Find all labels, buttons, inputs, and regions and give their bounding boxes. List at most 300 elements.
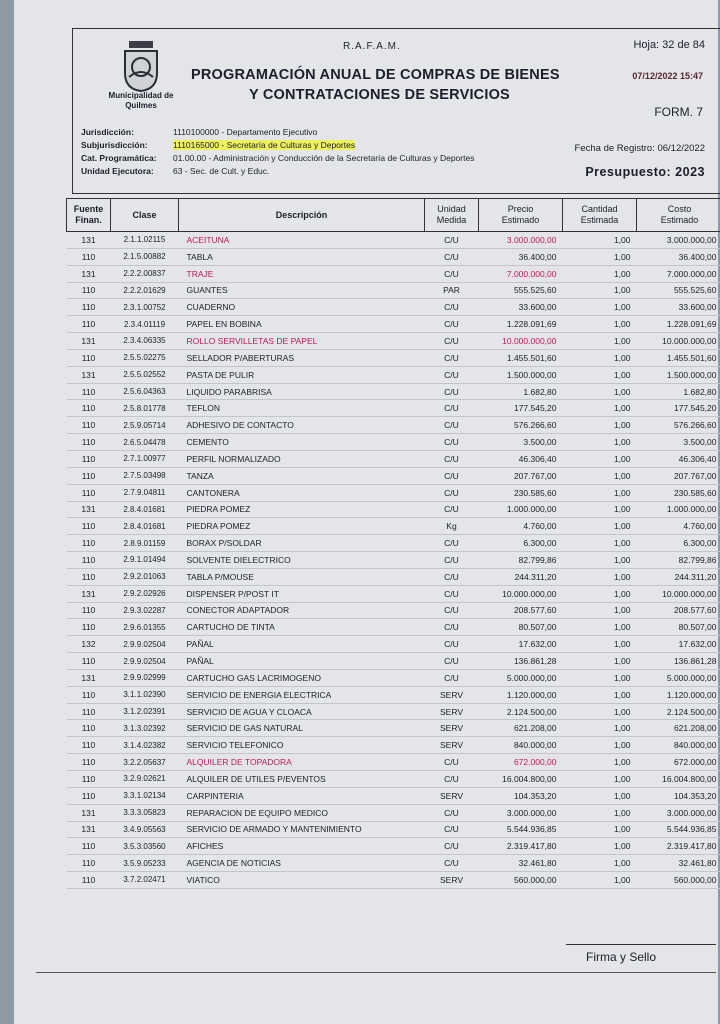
fuente-cell: 131 bbox=[81, 234, 96, 245]
table-row bbox=[67, 366, 720, 383]
descripcion-cell: PERFIL NORMALIZADO bbox=[186, 453, 281, 464]
table-row bbox=[67, 568, 720, 585]
descripcion-cell: ALQUILER DE UTILES P/EVENTOS bbox=[186, 773, 326, 784]
print-datetime: 07/12/2022 15:47 bbox=[632, 71, 703, 81]
costo-cell: 3.000.000,00 bbox=[666, 234, 717, 245]
table-row bbox=[67, 552, 720, 569]
table-row bbox=[67, 282, 720, 299]
precio-cell: 104.353,20 bbox=[513, 790, 557, 801]
presupuesto: Presupuesto: 2023 bbox=[585, 165, 705, 179]
precio-cell: 6.300,00 bbox=[523, 538, 557, 549]
unidad-cell: C/U bbox=[444, 403, 459, 414]
fecha-registro: Fecha de Registro: 06/12/2022 bbox=[574, 143, 705, 154]
fuente-cell: 110 bbox=[81, 319, 96, 330]
descripcion-cell: PIEDRA POMEZ bbox=[186, 521, 251, 532]
costo-cell: 33.600,00 bbox=[678, 302, 717, 313]
costo-cell: 1.228.091,69 bbox=[666, 319, 717, 330]
unidad-cell: C/U bbox=[444, 437, 459, 448]
cantidad-cell: 1,00 bbox=[613, 437, 631, 448]
unidad-cell: C/U bbox=[444, 352, 459, 363]
descripcion-cell: VIATICO bbox=[186, 874, 220, 885]
fuente-cell: 110 bbox=[81, 723, 96, 734]
descripcion-cell: PASTA DE PULIR bbox=[186, 369, 255, 380]
costo-cell: 672.000,00 bbox=[673, 757, 717, 768]
precio-cell: 560.000,00 bbox=[513, 874, 557, 885]
cantidad-cell: 1,00 bbox=[613, 824, 631, 835]
table-header-row bbox=[67, 199, 720, 232]
unidad-cell: C/U bbox=[444, 386, 459, 397]
clase-cell: 2.5.5.02275 bbox=[123, 353, 166, 363]
precio-cell: 1.000.000,00 bbox=[506, 504, 557, 515]
clase-cell: 3.3.3.05823 bbox=[123, 808, 166, 818]
precio-cell: 36.400,00 bbox=[518, 251, 557, 262]
precio-cell: 576.266,60 bbox=[513, 420, 557, 431]
cantidad-cell: 1,00 bbox=[613, 656, 631, 667]
unidad-cell: C/U bbox=[444, 319, 459, 330]
table-row bbox=[67, 467, 720, 484]
costo-cell: 555.525,60 bbox=[673, 285, 717, 296]
cantidad-cell: 1,00 bbox=[613, 234, 631, 245]
clase-cell: 2.9.1.01494 bbox=[123, 555, 166, 565]
cat-programatica-value: 01.00.00 - Administración y Conducción de la Secretaría de Culturas y Deportes bbox=[173, 153, 475, 163]
unidad-cell: C/U bbox=[444, 656, 459, 667]
costo-cell: 1.682,80 bbox=[683, 386, 717, 397]
descripcion-cell: TABLA P/MOUSE bbox=[186, 571, 254, 582]
clase-cell: 2.1.5.00882 bbox=[123, 252, 166, 262]
precio-cell: 1.500.000,00 bbox=[506, 369, 557, 380]
unidad-cell: PAR bbox=[443, 285, 460, 296]
precio-cell: 621.208,00 bbox=[513, 723, 557, 734]
table-row bbox=[67, 265, 720, 282]
cat-programatica-row bbox=[81, 153, 474, 163]
precio-cell: 1.120.000,00 bbox=[506, 689, 557, 700]
document-title-line1: PROGRAMACIÓN ANUAL DE COMPRAS DE BIENES bbox=[191, 67, 560, 83]
col-descripcion: Descripción bbox=[179, 199, 425, 232]
fuente-cell: 132 bbox=[81, 639, 96, 650]
table-row bbox=[67, 686, 720, 703]
fuente-cell: 110 bbox=[81, 858, 96, 869]
descripcion-cell: CANTONERA bbox=[186, 487, 240, 498]
descripcion-cell: CARTUCHO DE TINTA bbox=[186, 622, 275, 633]
fuente-cell: 110 bbox=[81, 689, 96, 700]
clase-cell: 2.9.9.02504 bbox=[123, 639, 166, 649]
unidad-cell: C/U bbox=[444, 757, 459, 768]
cantidad-cell: 1,00 bbox=[613, 335, 631, 346]
costo-cell: 46.306,40 bbox=[678, 453, 717, 464]
costo-cell: 1.455.501,60 bbox=[666, 352, 717, 363]
unidad-ejecutora-label: Unidad Ejecutora: bbox=[81, 166, 154, 176]
clase-cell: 2.5.9.05714 bbox=[123, 420, 166, 430]
cantidad-cell: 1,00 bbox=[613, 689, 631, 700]
fuente-cell: 110 bbox=[81, 251, 96, 262]
cantidad-cell: 1,00 bbox=[613, 319, 631, 330]
jurisdiccion-label: Jurisdicción: bbox=[81, 127, 134, 137]
cantidad-cell: 1,00 bbox=[613, 453, 631, 464]
unidad-cell: C/U bbox=[444, 773, 459, 784]
costo-cell: 621.208,00 bbox=[673, 723, 717, 734]
cantidad-cell: 1,00 bbox=[613, 605, 631, 616]
clase-cell: 2.2.2.01629 bbox=[123, 285, 166, 295]
unidad-cell: SERV bbox=[440, 723, 463, 734]
items-table bbox=[66, 198, 720, 889]
unidad-ejecutora-value: 63 - Sec. de Cult. y Educ. bbox=[173, 166, 270, 176]
clase-cell: 3.5.9.05233 bbox=[123, 858, 166, 868]
descripcion-cell: SOLVENTE DIELECTRICO bbox=[186, 554, 291, 565]
cantidad-cell: 1,00 bbox=[613, 639, 631, 650]
fuente-cell: 110 bbox=[81, 554, 96, 565]
document-page bbox=[14, 0, 718, 1024]
precio-cell: 10.000.000,00 bbox=[502, 335, 557, 346]
table-row bbox=[67, 838, 720, 855]
clase-cell: 3.1.3.02392 bbox=[123, 723, 166, 733]
costo-cell: 7.000.000,00 bbox=[666, 268, 717, 279]
descripcion-cell: SERVICIO TELEFONICO bbox=[186, 740, 284, 751]
table-row bbox=[67, 737, 720, 754]
precio-cell: 4.760,00 bbox=[523, 521, 557, 532]
signature-line bbox=[566, 944, 716, 945]
precio-cell: 3.000.000,00 bbox=[506, 807, 557, 818]
unidad-cell: C/U bbox=[444, 672, 459, 683]
costo-cell: 560.000,00 bbox=[673, 874, 717, 885]
form-number: FORM. 7 bbox=[654, 105, 703, 119]
cantidad-cell: 1,00 bbox=[613, 841, 631, 852]
precio-cell: 840.000,00 bbox=[513, 740, 557, 751]
fuente-cell: 110 bbox=[81, 437, 96, 448]
fuente-cell: 110 bbox=[81, 773, 96, 784]
fuente-cell: 110 bbox=[81, 706, 96, 717]
costo-cell: 104.353,20 bbox=[673, 790, 717, 801]
costo-cell: 2.319.417,80 bbox=[666, 841, 717, 852]
clase-cell: 2.7.5.03498 bbox=[123, 471, 166, 481]
unidad-cell: C/U bbox=[444, 487, 459, 498]
unidad-cell: C/U bbox=[444, 268, 459, 279]
costo-cell: 207.767,00 bbox=[673, 470, 717, 481]
cantidad-cell: 1,00 bbox=[613, 706, 631, 717]
municipal-seal-icon bbox=[121, 39, 161, 93]
descripcion-cell: ADHESIVO DE CONTACTO bbox=[186, 420, 294, 431]
unidad-cell: SERV bbox=[440, 706, 463, 717]
clase-cell: 2.6.5.04478 bbox=[123, 437, 166, 447]
table-row bbox=[67, 450, 720, 467]
costo-cell: 1.120.000,00 bbox=[666, 689, 717, 700]
bottom-divider bbox=[36, 972, 716, 973]
fuente-cell: 110 bbox=[81, 790, 96, 801]
costo-cell: 10.000.000,00 bbox=[662, 588, 717, 599]
fuente-cell: 110 bbox=[81, 538, 96, 549]
clase-cell: 2.7.9.04811 bbox=[123, 488, 166, 498]
descripcion-cell: SERVICIO DE ARMADO Y MANTENIMIENTO bbox=[186, 824, 362, 835]
cantidad-cell: 1,00 bbox=[613, 386, 631, 397]
cantidad-cell: 1,00 bbox=[613, 420, 631, 431]
cantidad-cell: 1,00 bbox=[613, 369, 631, 380]
unidad-cell: C/U bbox=[444, 588, 459, 599]
descripcion-cell: AFICHES bbox=[186, 841, 224, 852]
clase-cell: 3.2.2.05637 bbox=[123, 757, 166, 767]
descripcion-cell: CARTUCHO GAS LACRIMOGENO bbox=[186, 672, 321, 683]
fuente-cell: 131 bbox=[81, 824, 96, 835]
fuente-cell: 110 bbox=[81, 571, 96, 582]
precio-cell: 208.577,60 bbox=[513, 605, 557, 616]
descripcion-cell: LIQUIDO PARABRISA bbox=[186, 386, 272, 397]
clase-cell: 3.2.9.02621 bbox=[123, 774, 166, 784]
table-row bbox=[67, 417, 720, 434]
unidad-cell: SERV bbox=[440, 874, 463, 885]
costo-cell: 80.507,00 bbox=[678, 622, 717, 633]
descripcion-cell: BORAX P/SOLDAR bbox=[186, 538, 262, 549]
cantidad-cell: 1,00 bbox=[613, 588, 631, 599]
table-row bbox=[67, 349, 720, 366]
fuente-cell: 110 bbox=[81, 521, 96, 532]
unidad-cell: SERV bbox=[440, 740, 463, 751]
unidad-cell: C/U bbox=[444, 554, 459, 565]
cantidad-cell: 1,00 bbox=[613, 622, 631, 633]
rafam-label: R.A.F.A.M. bbox=[343, 41, 401, 52]
cantidad-cell: 1,00 bbox=[613, 268, 631, 279]
clase-cell: 2.9.2.01063 bbox=[123, 572, 166, 582]
table-row bbox=[67, 333, 720, 350]
fuente-cell: 131 bbox=[81, 335, 96, 346]
municipality-name: Municipalidad de Quilmes bbox=[108, 91, 174, 110]
costo-cell: 36.400,00 bbox=[678, 251, 717, 262]
precio-cell: 136.861,28 bbox=[513, 656, 557, 667]
descripcion-cell: TABLA bbox=[186, 251, 213, 262]
cantidad-cell: 1,00 bbox=[613, 858, 631, 869]
descripcion-cell: SERVICIO DE AGUA Y CLOACA bbox=[186, 706, 312, 717]
fuente-cell: 110 bbox=[81, 487, 96, 498]
table-row bbox=[67, 501, 720, 518]
cat-programatica-label: Cat. Programática: bbox=[81, 153, 157, 163]
col-unidad: Unidad Medida bbox=[425, 199, 479, 232]
cantidad-cell: 1,00 bbox=[613, 251, 631, 262]
fuente-cell: 110 bbox=[81, 420, 96, 431]
costo-cell: 32.461,80 bbox=[678, 858, 717, 869]
fuente-cell: 110 bbox=[81, 841, 96, 852]
costo-cell: 2.124.500,00 bbox=[666, 706, 717, 717]
cantidad-cell: 1,00 bbox=[613, 807, 631, 818]
cantidad-cell: 1,00 bbox=[613, 302, 631, 313]
table-row bbox=[67, 518, 720, 535]
costo-cell: 5.000.000,00 bbox=[666, 672, 717, 683]
costo-cell: 244.311,20 bbox=[674, 571, 717, 582]
costo-cell: 208.577,60 bbox=[673, 605, 717, 616]
costo-cell: 576.266,60 bbox=[673, 420, 717, 431]
clase-cell: 3.3.1.02134 bbox=[123, 791, 166, 801]
fuente-cell: 110 bbox=[81, 352, 96, 363]
header-box bbox=[72, 28, 720, 194]
fuente-cell: 110 bbox=[81, 656, 96, 667]
fuente-cell: 131 bbox=[81, 588, 96, 599]
table-row bbox=[67, 636, 720, 653]
table-row bbox=[67, 316, 720, 333]
fuente-cell: 110 bbox=[81, 874, 96, 885]
clase-cell: 2.3.4.01119 bbox=[123, 319, 166, 329]
table-row bbox=[67, 669, 720, 686]
signature-label: Firma y Sello bbox=[586, 950, 657, 964]
costo-cell: 5.544.936,85 bbox=[666, 824, 717, 835]
precio-cell: 17.632,00 bbox=[518, 639, 557, 650]
clase-cell: 2.9.2.02926 bbox=[123, 589, 166, 599]
descripcion-cell: TANZA bbox=[186, 470, 214, 481]
descripcion-cell: TEFLON bbox=[186, 403, 221, 414]
cantidad-cell: 1,00 bbox=[613, 773, 631, 784]
cantidad-cell: 1,00 bbox=[613, 740, 631, 751]
cantidad-cell: 1,00 bbox=[613, 487, 631, 498]
precio-cell: 1.682,80 bbox=[523, 386, 557, 397]
table-row bbox=[67, 400, 720, 417]
page-number: Hoja: 32 de 84 bbox=[633, 39, 705, 51]
fuente-cell: 131 bbox=[81, 672, 96, 683]
fuente-cell: 110 bbox=[81, 453, 96, 464]
clase-cell: 2.5.8.01778 bbox=[123, 403, 166, 413]
table-row bbox=[67, 720, 720, 737]
unidad-cell: C/U bbox=[444, 302, 459, 313]
cantidad-cell: 1,00 bbox=[613, 757, 631, 768]
fuente-cell: 131 bbox=[81, 807, 96, 818]
table-row bbox=[67, 703, 720, 720]
descripcion-cell: SERVICIO DE GAS NATURAL bbox=[186, 723, 303, 734]
clase-cell: 2.9.6.01355 bbox=[123, 622, 166, 632]
precio-cell: 1.455.501,60 bbox=[506, 352, 557, 363]
unidad-cell: C/U bbox=[444, 639, 459, 650]
clase-cell: 2.5.6.04363 bbox=[123, 387, 166, 397]
clase-cell: 3.4.9.05563 bbox=[123, 824, 166, 834]
descripcion-cell: PAÑAL bbox=[186, 639, 214, 650]
unidad-cell: C/U bbox=[444, 504, 459, 515]
table-row bbox=[67, 771, 720, 788]
document-title-line2: Y CONTRATACIONES DE SERVICIOS bbox=[249, 87, 510, 103]
table-row bbox=[67, 787, 720, 804]
precio-cell: 82.799,86 bbox=[518, 554, 557, 565]
clase-cell: 2.8.4.01681 bbox=[123, 521, 166, 531]
unidad-cell: C/U bbox=[444, 622, 459, 633]
unidad-ejecutora-row bbox=[81, 166, 269, 176]
clase-cell: 2.8.4.01681 bbox=[123, 504, 166, 514]
clase-cell: 2.9.9.02999 bbox=[123, 673, 166, 683]
unidad-cell: C/U bbox=[444, 420, 459, 431]
cantidad-cell: 1,00 bbox=[613, 554, 631, 565]
table-row bbox=[67, 232, 720, 249]
precio-cell: 5.544.936,85 bbox=[506, 824, 557, 835]
precio-cell: 33.600,00 bbox=[518, 302, 557, 313]
unidad-cell: C/U bbox=[444, 858, 459, 869]
cantidad-cell: 1,00 bbox=[613, 470, 631, 481]
unidad-cell: C/U bbox=[444, 807, 459, 818]
cantidad-cell: 1,00 bbox=[613, 790, 631, 801]
cantidad-cell: 1,00 bbox=[613, 352, 631, 363]
cantidad-cell: 1,00 bbox=[613, 403, 631, 414]
clase-cell: 3.1.2.02391 bbox=[123, 707, 166, 717]
fuente-cell: 110 bbox=[81, 386, 96, 397]
table-row bbox=[67, 619, 720, 636]
fuente-cell: 131 bbox=[81, 268, 96, 279]
unidad-cell: C/U bbox=[444, 841, 459, 852]
descripcion-cell: PAÑAL bbox=[186, 656, 214, 667]
unidad-cell: C/U bbox=[444, 571, 459, 582]
table-row bbox=[67, 821, 720, 838]
table-row bbox=[67, 299, 720, 316]
costo-cell: 17.632,00 bbox=[678, 639, 717, 650]
descripcion-cell: SERVICIO DE ENERGIA ELECTRICA bbox=[186, 689, 332, 700]
precio-cell: 2.124.500,00 bbox=[506, 706, 557, 717]
fuente-cell: 110 bbox=[81, 622, 96, 633]
precio-cell: 7.000.000,00 bbox=[506, 268, 557, 279]
col-clase: Clase bbox=[111, 199, 179, 232]
fuente-cell: 110 bbox=[81, 470, 96, 481]
col-costo: Costo Estimado bbox=[637, 199, 720, 232]
precio-cell: 230.585,60 bbox=[513, 487, 557, 498]
descripcion-cell: PAPEL EN BOBINA bbox=[186, 319, 262, 330]
fuente-cell: 131 bbox=[81, 369, 96, 380]
precio-cell: 3.500,00 bbox=[523, 437, 557, 448]
clase-cell: 2.7.1.00977 bbox=[123, 454, 166, 464]
precio-cell: 1.228.091,69 bbox=[506, 319, 557, 330]
costo-cell: 10.000.000,00 bbox=[662, 335, 717, 346]
fuente-cell: 110 bbox=[81, 740, 96, 751]
clase-cell: 2.9.9.02504 bbox=[123, 656, 166, 666]
unidad-cell: C/U bbox=[444, 470, 459, 481]
precio-cell: 46.306,40 bbox=[518, 453, 557, 464]
subjurisdiccion-label: Subjurisdicción: bbox=[81, 140, 148, 150]
unidad-cell: C/U bbox=[444, 369, 459, 380]
cantidad-cell: 1,00 bbox=[613, 571, 631, 582]
unidad-cell: C/U bbox=[444, 824, 459, 835]
clase-cell: 2.2.2.00837 bbox=[123, 269, 166, 279]
fuente-cell: 110 bbox=[81, 757, 96, 768]
col-cantidad: Cantidad Estimada bbox=[563, 199, 637, 232]
table-row bbox=[67, 754, 720, 771]
table-row bbox=[67, 602, 720, 619]
precio-cell: 32.461,80 bbox=[518, 858, 557, 869]
unidad-cell: C/U bbox=[444, 335, 459, 346]
precio-cell: 244.311,20 bbox=[514, 571, 557, 582]
clase-cell: 3.1.4.02382 bbox=[123, 740, 166, 750]
clase-cell: 3.5.3.03560 bbox=[123, 841, 166, 851]
fuente-cell: 110 bbox=[81, 403, 96, 414]
table-row bbox=[67, 872, 720, 889]
descripcion-cell: SELLADOR P/ABERTURAS bbox=[186, 352, 295, 363]
cantidad-cell: 1,00 bbox=[613, 521, 631, 532]
costo-cell: 230.585,60 bbox=[673, 487, 717, 498]
jurisdiccion-row bbox=[81, 127, 317, 137]
table-row bbox=[67, 535, 720, 552]
unidad-cell: C/U bbox=[444, 605, 459, 616]
jurisdiccion-value: 1110100000 - Departamento Ejecutivo bbox=[173, 127, 318, 137]
unidad-cell: C/U bbox=[444, 251, 459, 262]
clase-cell: 2.3.1.00752 bbox=[123, 302, 166, 312]
clase-cell: 2.5.5.02552 bbox=[123, 370, 166, 380]
unidad-cell: Kg bbox=[446, 521, 457, 532]
table-row bbox=[67, 585, 720, 602]
descripcion-cell: AGENCIA DE NOTICIAS bbox=[186, 858, 281, 869]
descripcion-cell: CARPINTERIA bbox=[186, 790, 244, 801]
clase-cell: 3.1.1.02390 bbox=[123, 690, 166, 700]
subjurisdiccion-value: 1110165000 - Secretaría de Culturas y Deportes bbox=[173, 140, 356, 150]
descripcion-cell: ROLLO SERVILLETAS DE PAPEL bbox=[186, 335, 318, 346]
table-row bbox=[67, 804, 720, 821]
precio-cell: 2.319.417,80 bbox=[506, 841, 557, 852]
costo-cell: 3.000.000,00 bbox=[666, 807, 717, 818]
precio-cell: 555.525,60 bbox=[513, 285, 557, 296]
cantidad-cell: 1,00 bbox=[613, 723, 631, 734]
descripcion-cell: REPARACION DE EQUIPO MEDICO bbox=[186, 807, 329, 818]
costo-cell: 4.760,00 bbox=[683, 521, 717, 532]
fuente-cell: 131 bbox=[81, 504, 96, 515]
descripcion-cell: CEMENTO bbox=[186, 437, 229, 448]
unidad-cell: SERV bbox=[440, 689, 463, 700]
cantidad-cell: 1,00 bbox=[613, 538, 631, 549]
col-fuente: Fuente Finan. bbox=[67, 199, 111, 232]
costo-cell: 136.861,28 bbox=[673, 656, 717, 667]
